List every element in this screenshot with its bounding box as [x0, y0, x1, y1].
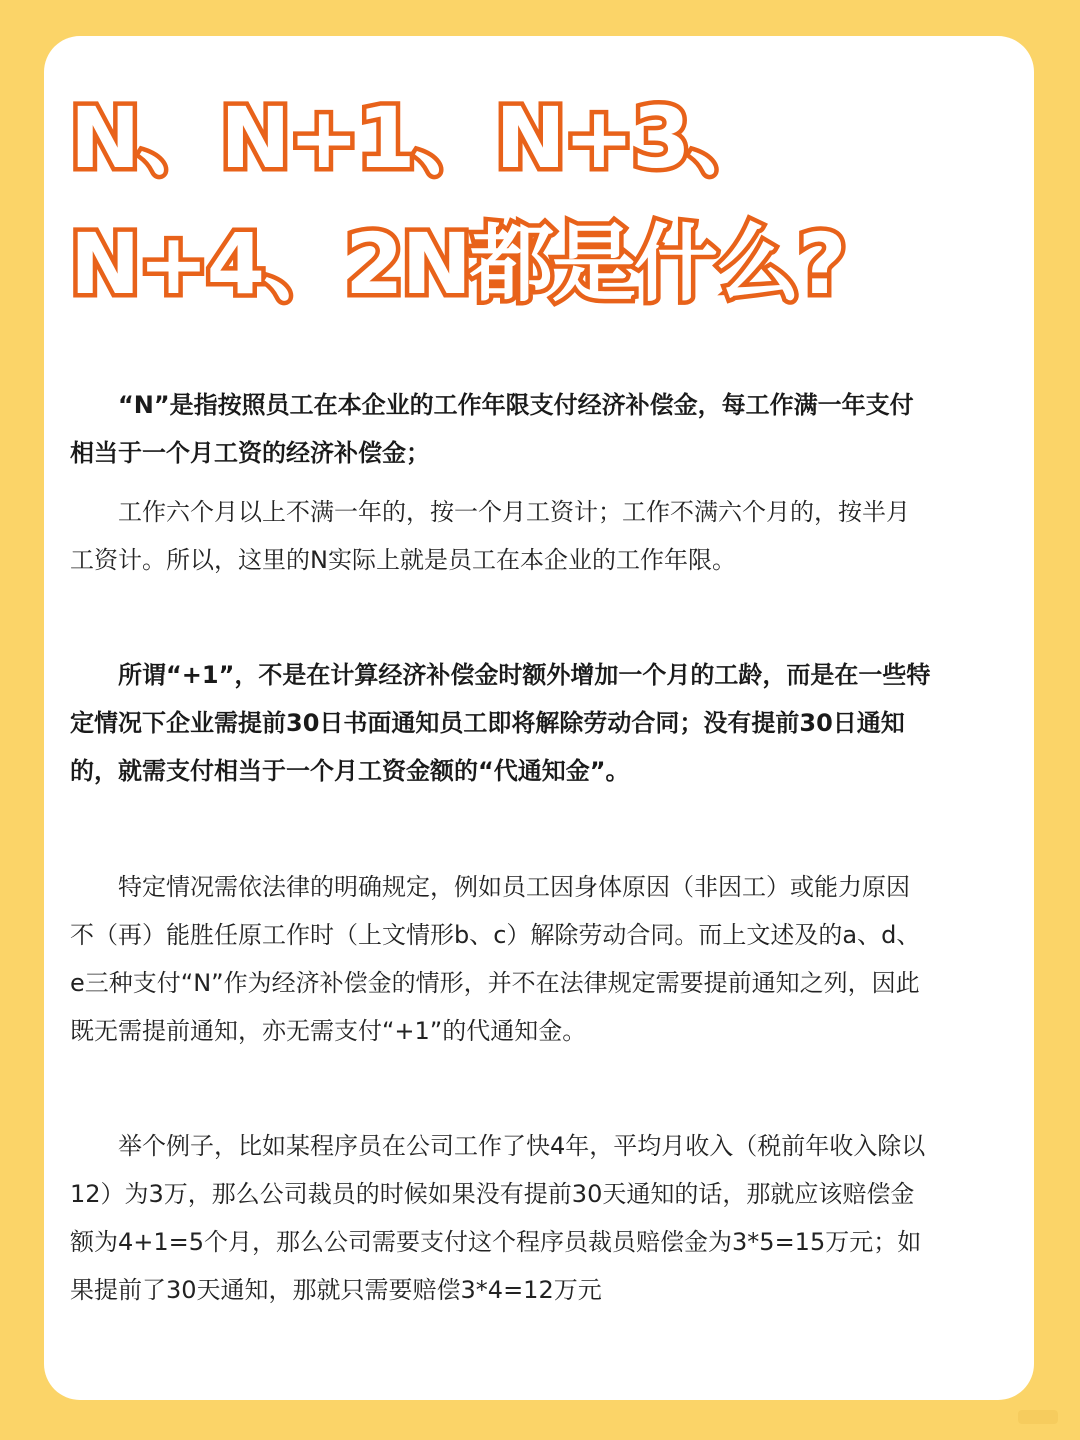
paragraph-plus-one: 所谓“+1”，不是在计算经济补偿金时额外增加一个月的工龄，而是在一些特定情况下企业需提前30日书面通知员工即将解除劳动合同；没有提前30日通知的，就需支付相当于一个月工资金额的“代通知金”。: [70, 661, 931, 785]
title-line-2: N+4、2N都是什么?: [70, 215, 845, 313]
title-line-1: N、N+1、N+3、: [70, 89, 771, 187]
paragraph-n-definition: “N”是指按照员工在本企业的工作年限支付经济补偿金，每工作满一年支付相当于一个月工资的经济补偿金；: [70, 391, 914, 467]
watermark-logo: [1018, 1410, 1058, 1424]
paragraph-n-detail: 工作六个月以上不满一年的，按一个月工资计；工作不满六个月的，按半月工资计。所以，这里的N实际上就是员工在本企业的工作年限。: [70, 498, 910, 574]
paragraph-special-cases: 特定情况需依法律的明确规定，例如员工因身体原因（非因工）或能力原因不（再）能胜任原工作时（上文情形b、c）解除劳动合同。而上文述及的a、d、e三种支付“N”作为经济补偿金的情形，并不在法律规定需要提前通知之列，因此既无需提前通知，亦无需支付“+1”的代通知金。: [70, 873, 921, 1045]
paragraph-example: 举个例子，比如某程序员在公司工作了快4年，平均月收入（税前年收入除以12）为3万，那么公司裁员的时候如果没有提前30天通知的话，那就应该赔偿金额为4+1=5个月，那么公司需要支付这个程序员裁员赔偿金为3*5=15万元；如果提前了30天通知，那就只需要赔偿3*4=12万元: [70, 1132, 926, 1304]
